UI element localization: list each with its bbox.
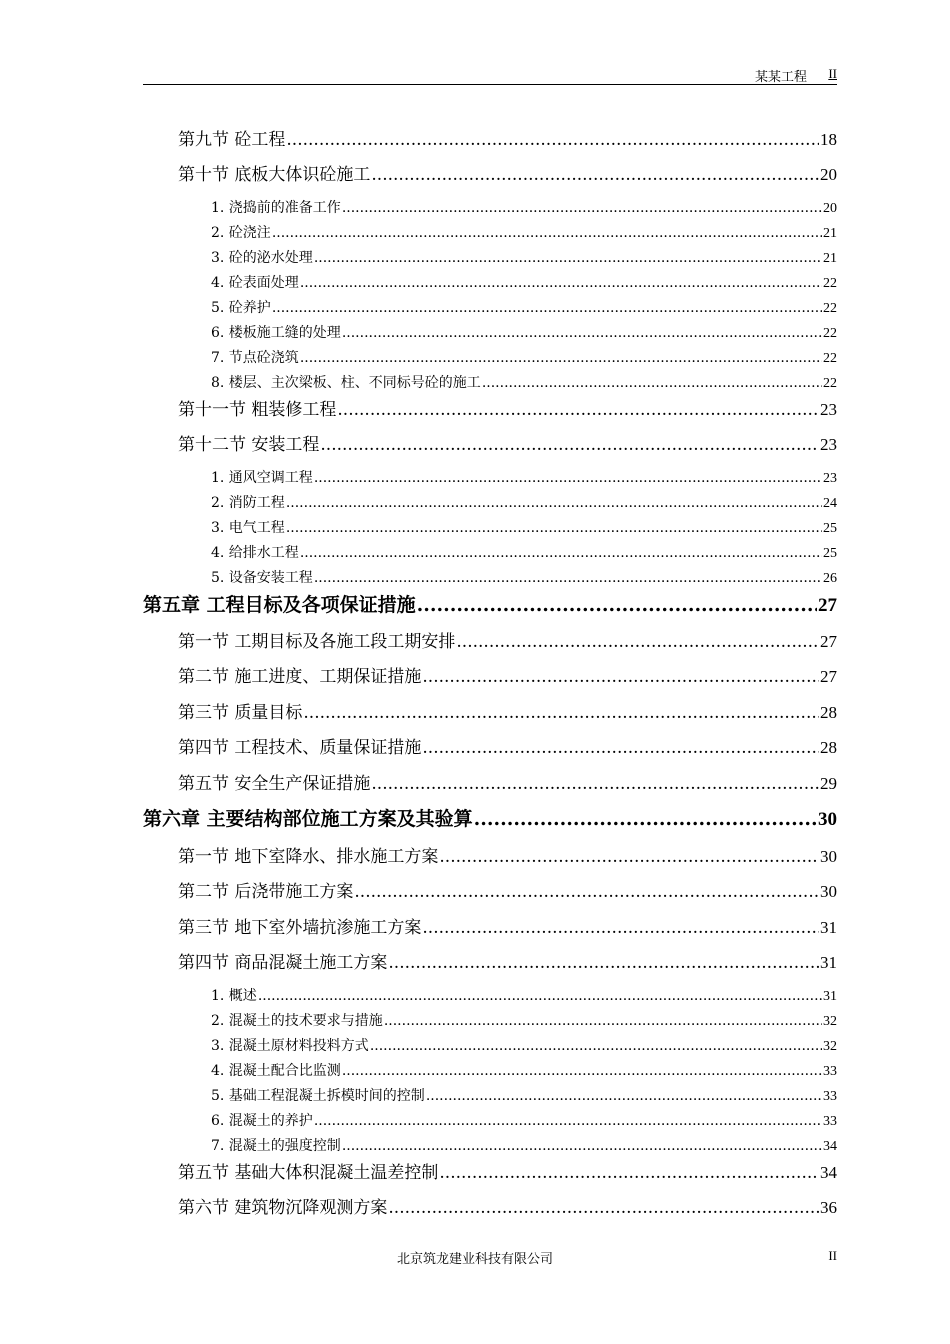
- toc-leader-dots: [456, 632, 819, 652]
- toc-entry-page: 20: [823, 201, 837, 216]
- toc-leader-dots: [426, 1088, 822, 1104]
- toc-entry-page: 22: [823, 301, 837, 316]
- toc-entry-page: 28: [820, 703, 837, 722]
- toc-entry-label: 8. 楼层、主次梁板、柱、不同标号砼的施工: [211, 375, 481, 391]
- toc-section-entry[interactable]: [178, 627, 837, 652]
- toc-section-entry[interactable]: [178, 395, 837, 420]
- toc-leader-dots: [439, 1163, 819, 1183]
- toc-subsection-entry[interactable]: [211, 567, 837, 587]
- toc-entry-label: 3. 混凝土原材料投料方式: [211, 1038, 369, 1054]
- toc-subsection-entry[interactable]: [211, 517, 837, 537]
- toc-entry-page: 31: [823, 989, 837, 1004]
- toc-leader-dots: [314, 1113, 822, 1129]
- toc-leader-dots: [422, 738, 819, 758]
- toc-entry-label: 第二节 后浇带施工方案: [178, 882, 354, 902]
- toc-entry-label: 4. 混凝土配合比监测: [211, 1063, 341, 1079]
- toc-leader-dots: [300, 275, 822, 291]
- toc-entry-label: 第五节 基础大体积混凝土温差控制: [178, 1163, 439, 1183]
- toc-entry-label: 第一节 地下室降水、排水施工方案: [178, 847, 439, 867]
- toc-subsection-entry[interactable]: [211, 322, 837, 342]
- toc-leader-dots: [439, 847, 819, 867]
- toc-entry-page: 23: [820, 400, 837, 419]
- toc-entry-label: 第四节 工程技术、质量保证措施: [178, 738, 422, 758]
- toc-entry-page: 25: [823, 521, 837, 536]
- toc-leader-dots: [314, 250, 822, 266]
- toc-leader-dots: [286, 495, 822, 511]
- toc-subsection-entry[interactable]: [211, 542, 837, 562]
- toc-subsection-entry[interactable]: [211, 1010, 837, 1030]
- toc-entry-label: 2. 混凝土的技术要求与措施: [211, 1013, 383, 1029]
- toc-leader-dots: [422, 667, 819, 687]
- toc-entry-page: 20: [820, 165, 837, 184]
- toc-subsection-entry[interactable]: [211, 347, 837, 367]
- toc-subsection-entry[interactable]: [211, 297, 837, 317]
- toc-entry-label: 第二节 施工进度、工期保证措施: [178, 667, 422, 687]
- toc-section-entry[interactable]: [178, 662, 837, 687]
- toc-leader-dots: [482, 375, 822, 391]
- toc-leader-dots: [300, 350, 822, 366]
- toc-section-entry[interactable]: [178, 877, 837, 902]
- toc-entry-label: 5. 设备安装工程: [211, 570, 313, 586]
- footer-company: 北京筑龙建业科技有限公司: [396, 1252, 553, 1267]
- toc-section-entry[interactable]: [178, 1158, 837, 1183]
- toc-subsection-entry[interactable]: [211, 985, 837, 1005]
- toc-entry-page: 23: [823, 471, 837, 486]
- toc-leader-dots: [258, 988, 822, 1004]
- toc-entry-label: 第五章 工程目标及各项保证措施: [143, 594, 416, 616]
- toc-entry-page: 31: [820, 918, 837, 937]
- toc-entry-label: 5. 砼养护: [211, 300, 271, 316]
- toc-entry-label: 7. 节点砼浇筑: [211, 350, 299, 366]
- toc-entry-label: 6. 楼板施工缝的处理: [211, 325, 341, 341]
- toc-leader-dots: [303, 703, 819, 723]
- toc-entry-page: 29: [820, 774, 837, 793]
- toc-entry-page: 22: [823, 376, 837, 391]
- toc-entry-page: 22: [823, 326, 837, 341]
- toc-entry-page: 30: [818, 809, 837, 830]
- toc-entry-label: 4. 给排水工程: [211, 545, 299, 561]
- toc-entry-page: 25: [823, 546, 837, 561]
- toc-entry-page: 23: [820, 435, 837, 454]
- toc-chapter-entry[interactable]: [143, 590, 837, 617]
- toc-entry-page: 30: [820, 882, 837, 901]
- toc-entry-page: 34: [820, 1163, 837, 1182]
- toc-entry-label: 7. 混凝土的强度控制: [211, 1138, 341, 1154]
- footer-page-number: II: [828, 1248, 837, 1263]
- toc-leader-dots: [474, 808, 817, 830]
- toc-section-entry[interactable]: [178, 733, 837, 758]
- toc-subsection-entry[interactable]: [211, 247, 837, 267]
- toc-entry-label: 1. 通风空调工程: [211, 470, 313, 486]
- toc-leader-dots: [422, 918, 819, 938]
- toc-leader-dots: [388, 1198, 819, 1218]
- toc-section-entry[interactable]: [178, 1193, 837, 1218]
- toc-section-entry[interactable]: [178, 430, 837, 455]
- toc-entry-label: 第五节 安全生产保证措施: [178, 774, 371, 794]
- toc-subsection-entry[interactable]: [211, 272, 837, 292]
- toc-entry-page: 18: [820, 130, 837, 149]
- toc-section-entry[interactable]: [178, 948, 837, 973]
- toc-leader-dots: [320, 435, 819, 455]
- toc-entry-label: 第三节 质量目标: [178, 703, 303, 723]
- toc-leader-dots: [342, 200, 822, 216]
- toc-leader-dots: [337, 400, 819, 420]
- toc-entry-label: 2. 砼浇注: [211, 225, 271, 241]
- toc-subsection-entry[interactable]: [211, 1110, 837, 1130]
- toc-entry-label: 4. 砼表面处理: [211, 275, 299, 291]
- toc-leader-dots: [342, 1138, 822, 1154]
- toc-leader-dots: [342, 325, 822, 341]
- toc-entry-label: 第十节 底板大体识砼施工: [178, 165, 371, 185]
- toc-leader-dots: [314, 570, 822, 586]
- toc-subsection-entry[interactable]: [211, 1060, 837, 1080]
- toc-entry-label: 第九节 砼工程: [178, 130, 286, 150]
- toc-entry-page: 33: [823, 1089, 837, 1104]
- toc-entry-page: 32: [823, 1039, 837, 1054]
- toc-entry-page: 27: [820, 667, 837, 686]
- toc-entry-label: 2. 消防工程: [211, 495, 285, 511]
- toc-leader-dots: [370, 1038, 822, 1054]
- toc-entry-page: 21: [823, 251, 837, 266]
- toc-entry-page: 24: [823, 496, 837, 511]
- toc-entry-page: 27: [820, 632, 837, 651]
- toc-entry-label: 第三节 地下室外墙抗渗施工方案: [178, 918, 422, 938]
- toc-section-entry[interactable]: [178, 913, 837, 938]
- toc-leader-dots: [417, 594, 817, 616]
- toc-leader-dots: [371, 774, 819, 794]
- toc-entry-label: 第一节 工期目标及各施工段工期安排: [178, 632, 456, 652]
- toc-subsection-entry[interactable]: [211, 492, 837, 512]
- toc-entry-page: 30: [820, 847, 837, 866]
- toc-section-entry[interactable]: [178, 842, 837, 867]
- toc-leader-dots: [354, 882, 819, 902]
- toc-entry-page: 34: [823, 1139, 837, 1154]
- toc-entry-label: 第四节 商品混凝土施工方案: [178, 953, 388, 973]
- header-page-number: II: [828, 66, 837, 81]
- toc-leader-dots: [286, 130, 819, 150]
- toc-entry-page: 33: [823, 1114, 837, 1129]
- toc-entry-page: 33: [823, 1064, 837, 1079]
- toc-subsection-entry[interactable]: [211, 197, 837, 217]
- toc-entry-label: 第六节 建筑物沉降观测方案: [178, 1198, 388, 1218]
- toc-section-entry[interactable]: [178, 160, 837, 185]
- toc-entry-page: 32: [823, 1014, 837, 1029]
- toc-section-entry[interactable]: [178, 769, 837, 794]
- toc-entry-label: 1. 浇捣前的准备工作: [211, 200, 341, 216]
- toc-chapter-entry[interactable]: [143, 804, 837, 831]
- toc-entry-label: 5. 基础工程混凝土拆模时间的控制: [211, 1088, 425, 1104]
- toc-subsection-entry[interactable]: [211, 372, 837, 392]
- header-title: 某某工程: [754, 70, 807, 85]
- toc-subsection-entry[interactable]: [211, 1035, 837, 1055]
- toc-entry-label: 第十一节 粗装修工程: [178, 400, 337, 420]
- toc-leader-dots: [300, 545, 822, 561]
- toc-leader-dots: [314, 470, 822, 486]
- toc-leader-dots: [342, 1063, 822, 1079]
- toc-leader-dots: [286, 520, 822, 536]
- toc-entry-label: 3. 砼的泌水处理: [211, 250, 313, 266]
- toc-entry-page: 27: [818, 595, 837, 616]
- toc-entry-label: 3. 电气工程: [211, 520, 285, 536]
- toc-leader-dots: [371, 165, 819, 185]
- toc-section-entry[interactable]: [178, 125, 837, 150]
- toc-entry-page: 22: [823, 351, 837, 366]
- toc-leader-dots: [272, 225, 822, 241]
- toc-subsection-entry[interactable]: [211, 1085, 837, 1105]
- toc-entry-label: 第六章 主要结构部位施工方案及其验算: [143, 808, 473, 830]
- toc-entry-page: 36: [820, 1198, 837, 1217]
- toc-leader-dots: [384, 1013, 822, 1029]
- toc-entry-label: 1. 概述: [211, 988, 257, 1004]
- toc-entry-page: 21: [823, 226, 837, 241]
- toc-entry-page: 26: [823, 571, 837, 586]
- toc-entry-page: 31: [820, 953, 837, 972]
- toc-subsection-entry[interactable]: [211, 1135, 837, 1155]
- toc-entry-page: 28: [820, 738, 837, 757]
- toc-entry-label: 第十二节 安装工程: [178, 435, 320, 455]
- toc-subsection-entry[interactable]: [211, 467, 837, 487]
- toc-leader-dots: [388, 953, 819, 973]
- toc-subsection-entry[interactable]: [211, 222, 837, 242]
- toc-section-entry[interactable]: [178, 698, 837, 723]
- toc-entry-label: 6. 混凝土的养护: [211, 1113, 313, 1129]
- toc-entry-page: 22: [823, 276, 837, 291]
- toc-leader-dots: [272, 300, 822, 316]
